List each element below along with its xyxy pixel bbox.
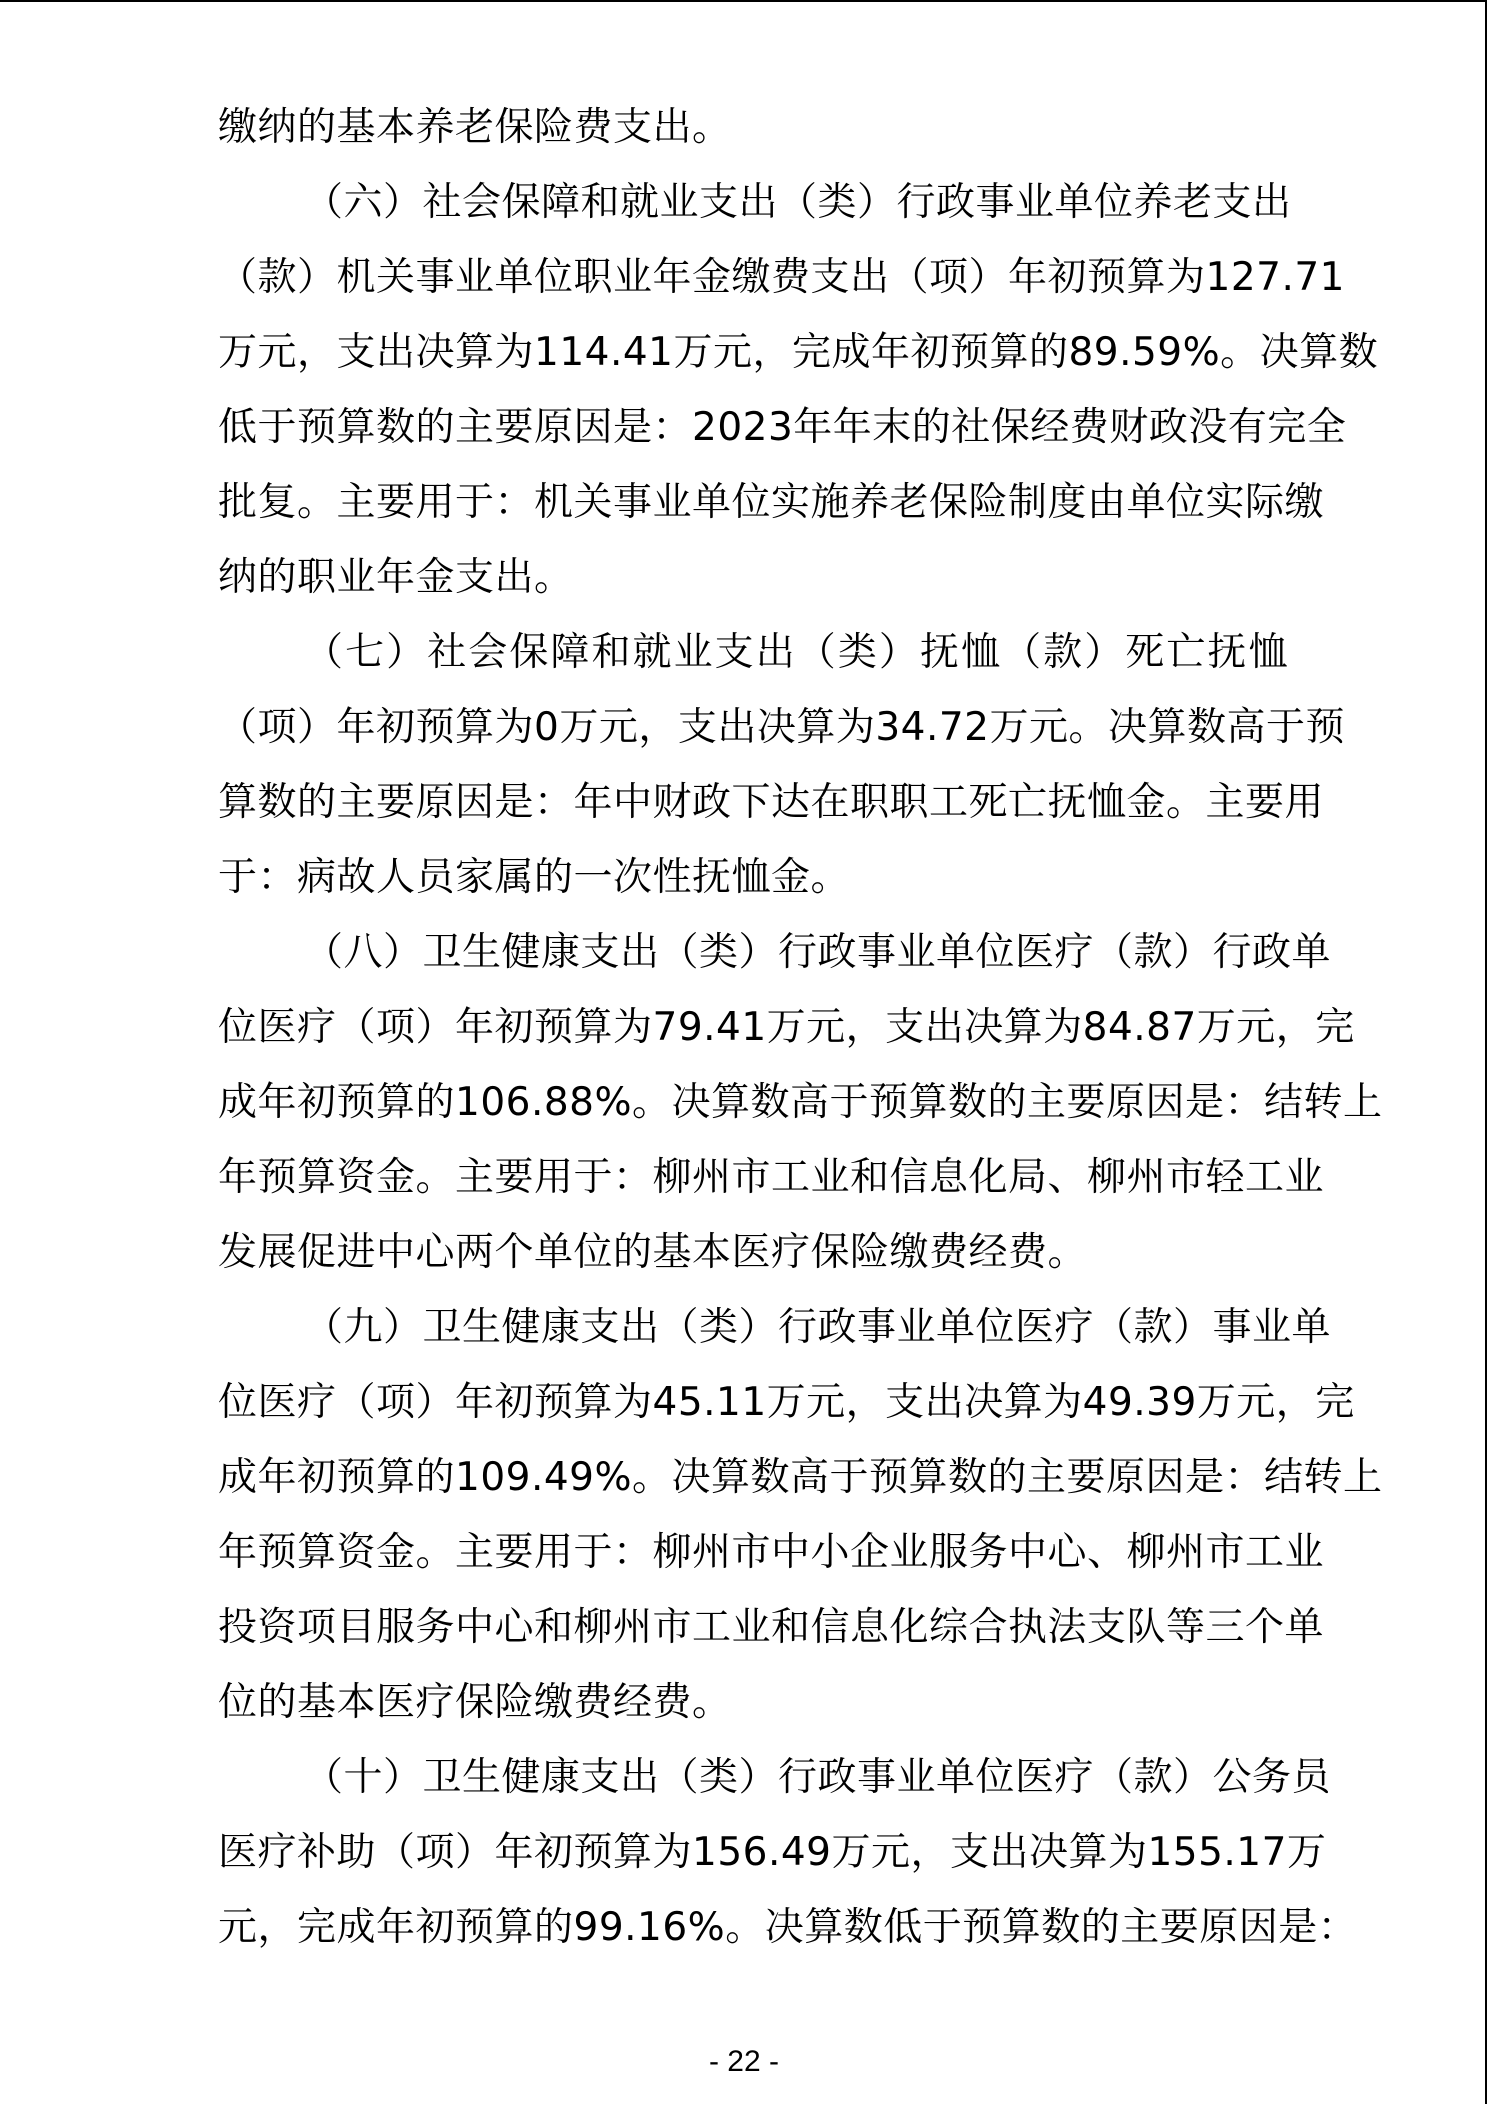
text-line: 年预算资金。主要用于：柳州市工业和信息化局、柳州市轻工业 [218,1155,1325,1200]
text-line: 缴纳的基本养老保险费支出。 [218,105,732,150]
text-line: 纳的职业年金支出。 [218,555,574,600]
text-line: 医疗补助（项）年初预算为156.49万元，支出决算为155.17万 [218,1830,1327,1875]
text-line: 位医疗（项）年初预算为45.11万元，支出决算为49.39万元，完 [218,1380,1355,1425]
text-line: 位医疗（项）年初预算为79.41万元，支出决算为84.87万元，完 [218,1005,1355,1050]
page-number: - 22 - [708,2045,780,2078]
document-body [218,90,1383,1965]
text-line: （款）机关事业单位职业年金缴费支出（项）年初预算为127.71 [218,255,1345,300]
text-line: 低于预算数的主要原因是：2023年年末的社保经费财政没有完全 [218,405,1347,450]
text-line: 年预算资金。主要用于：柳州市中小企业服务中心、柳州市工业 [218,1530,1325,1575]
text-line: 元，完成年初预算的99.16%。决算数低于预算数的主要原因是： [218,1905,1358,1950]
paragraph-heading-9: （九）卫生健康支出（类）行政事业单位医疗（款）事业单 [304,1305,1332,1350]
text-line: 批复。主要用于：机关事业单位实施养老保险制度由单位实际缴 [218,480,1325,525]
text-line: 算数的主要原因是：年中财政下达在职职工死亡抚恤金。主要用 [218,780,1325,825]
paragraph-heading-8: （八）卫生健康支出（类）行政事业单位医疗（款）行政单 [304,930,1332,975]
text-line: 万元，支出决算为114.41万元，完成年初预算的89.59%。决算数 [218,330,1379,375]
text-line: 投资项目服务中心和柳州市工业和信息化综合执法支队等三个单 [218,1605,1325,1650]
text-line: 发展促进中心两个单位的基本医疗保险缴费经费。 [218,1230,1088,1275]
text-line: 成年初预算的109.49%。决算数高于预算数的主要原因是：结转上 [218,1455,1383,1500]
text-line: 位的基本医疗保险缴费经费。 [218,1680,732,1725]
paragraph-heading-7: （七）社会保障和就业支出（类）抚恤（款）死亡抚恤 [304,630,1288,675]
text-line: 于：病故人员家属的一次性抚恤金。 [218,855,851,900]
text-line: （项）年初预算为0万元，支出决算为34.72万元。决算数高于预 [218,705,1345,750]
paragraph-heading-6: （六）社会保障和就业支出（类）行政事业单位养老支出 [304,180,1292,225]
text-line: 成年初预算的106.88%。决算数高于预算数的主要原因是：结转上 [218,1080,1383,1125]
paragraph-heading-10: （十）卫生健康支出（类）行政事业单位医疗（款）公务员 [304,1755,1332,1800]
